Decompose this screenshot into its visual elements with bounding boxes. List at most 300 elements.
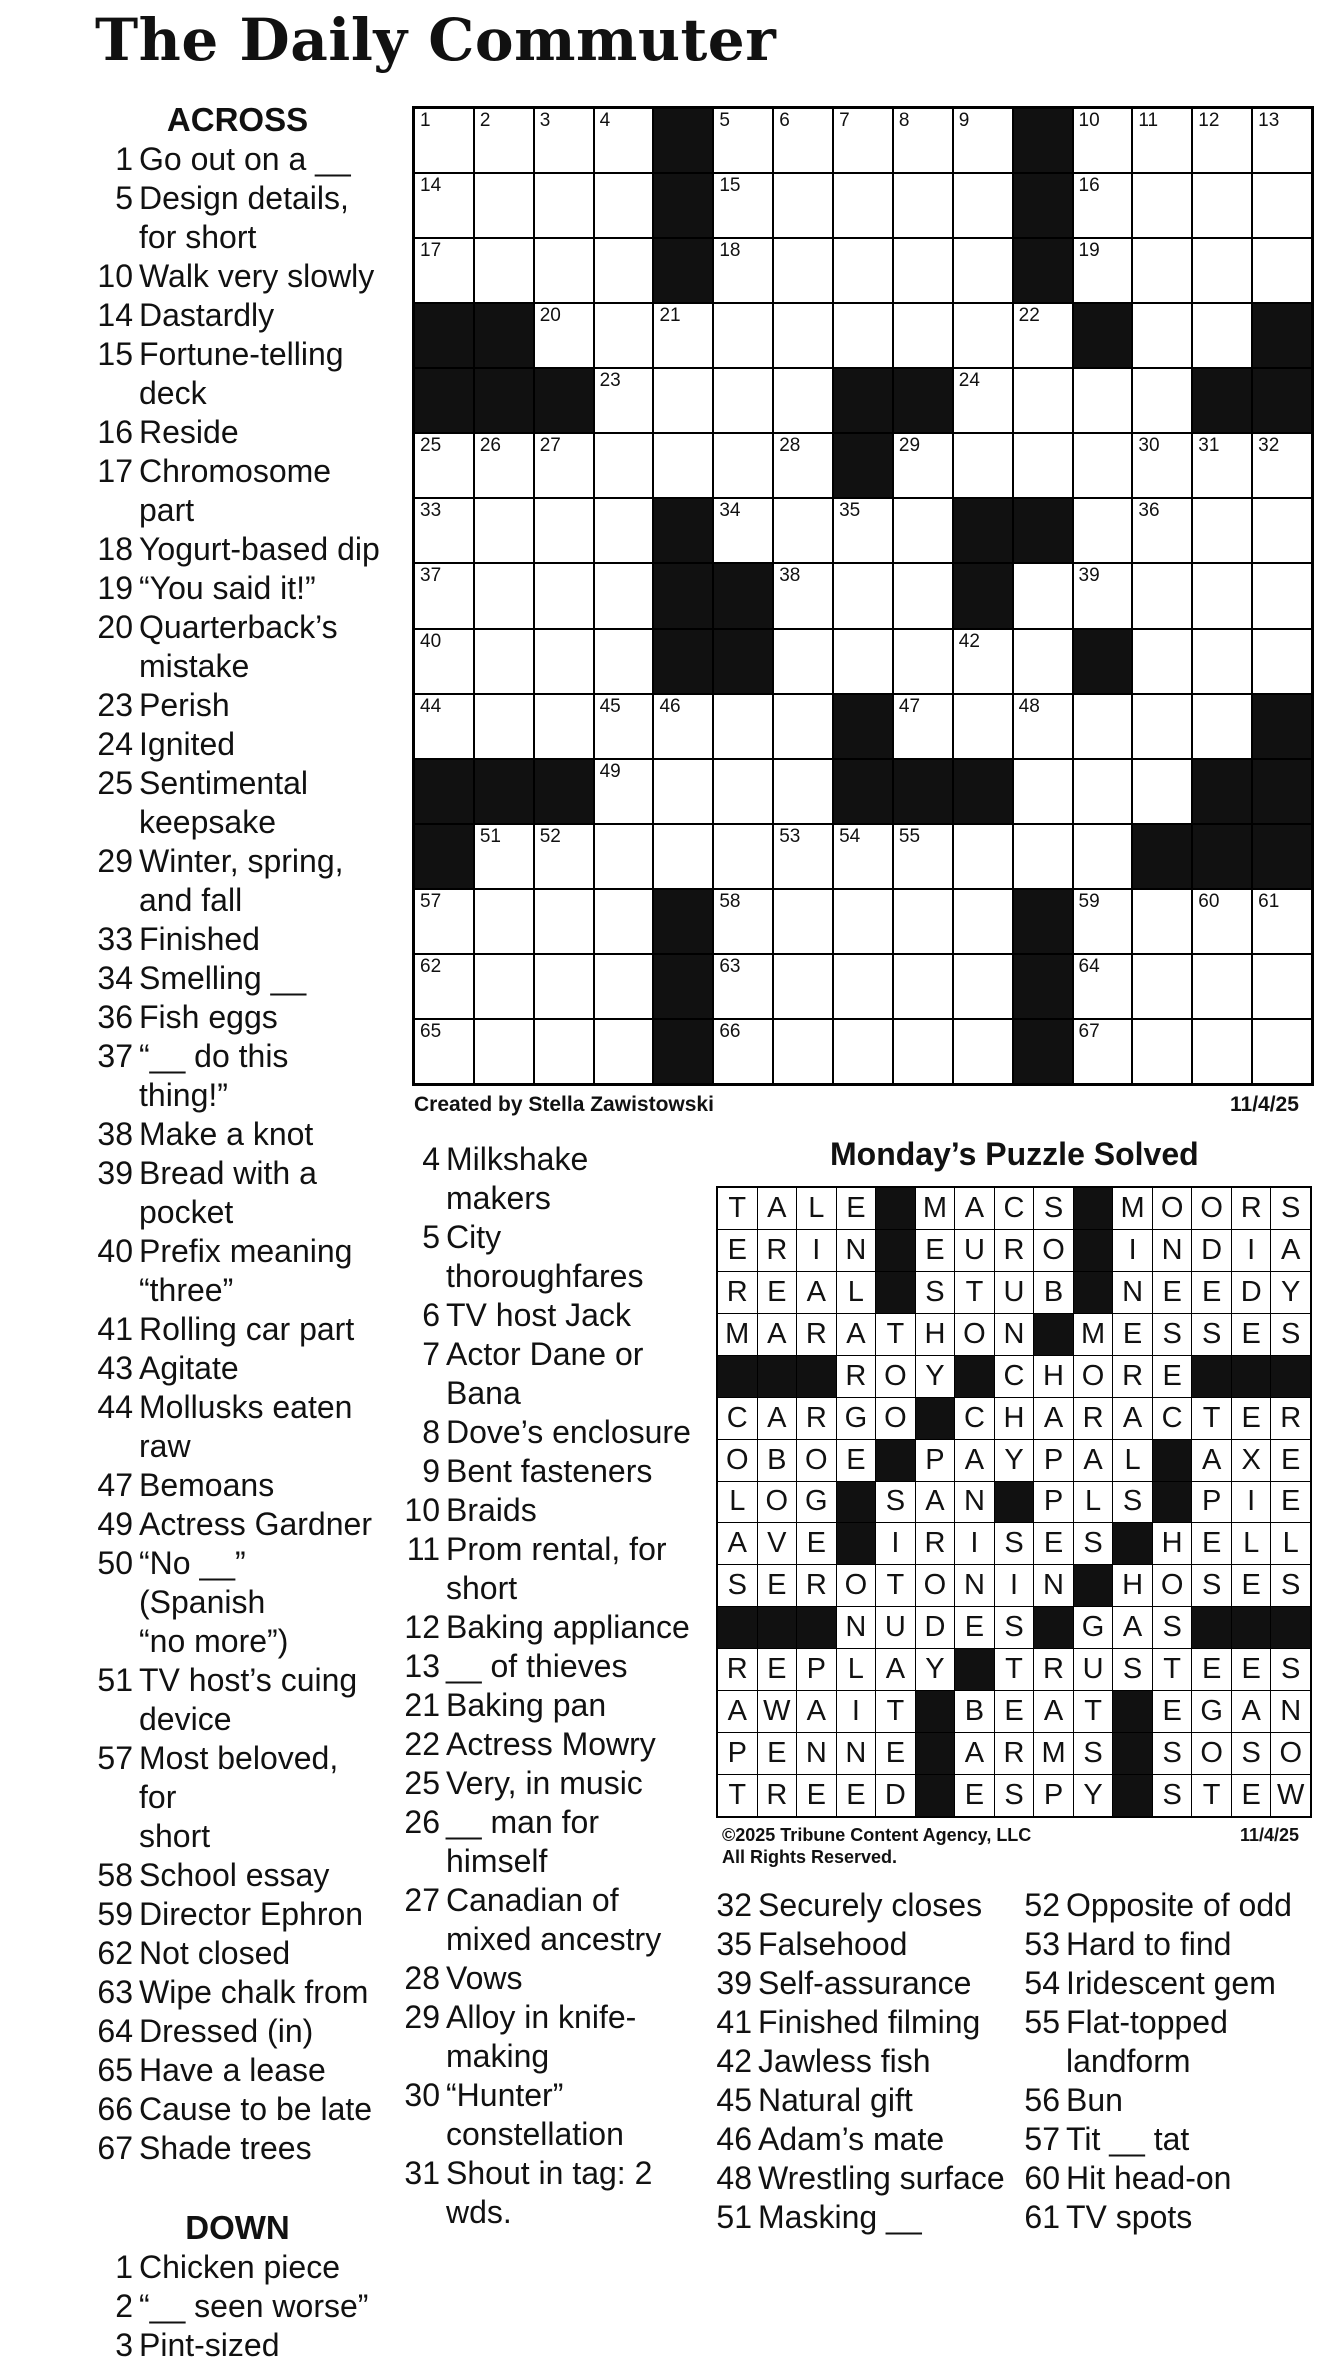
grid-cell[interactable] — [714, 499, 772, 562]
clue-item — [95, 959, 380, 998]
grid-cell[interactable] — [1074, 760, 1132, 823]
clue-item — [95, 1193, 380, 1232]
grid-cell[interactable] — [714, 239, 772, 302]
grid-cell[interactable] — [1253, 630, 1311, 693]
grid-cell[interactable] — [834, 109, 892, 172]
clue-text: wds. — [446, 2194, 512, 2230]
solved-block — [1113, 1523, 1152, 1564]
grid-cell[interactable] — [654, 369, 712, 432]
cell-number: 12 — [1198, 110, 1220, 131]
clue-text: Hard to find — [1066, 1926, 1232, 1962]
solved-letter: W — [1271, 1775, 1310, 1816]
grid-cell[interactable] — [1193, 174, 1251, 237]
solved-letter: R — [797, 1565, 836, 1606]
grid-cell[interactable] — [954, 109, 1012, 172]
grid-cell[interactable] — [1014, 564, 1072, 627]
grid-cell[interactable] — [834, 630, 892, 693]
cell-number: 48 — [1018, 695, 1040, 717]
grid-cell[interactable] — [834, 890, 892, 953]
clue-text: Masking __ — [758, 2199, 922, 2235]
grid-block — [1014, 174, 1072, 237]
grid-cell[interactable] — [535, 239, 593, 302]
grid-cell[interactable] — [654, 695, 712, 758]
solved-block — [916, 1691, 955, 1732]
clue-item — [95, 1349, 380, 1388]
grid-cell[interactable] — [654, 760, 712, 823]
clue-item — [95, 1466, 380, 1505]
solved-letter: S — [1074, 1733, 1113, 1774]
grid-cell[interactable] — [1253, 955, 1311, 1018]
clue-text: Not closed — [139, 1935, 291, 1971]
grid-cell[interactable] — [954, 890, 1012, 953]
solved-letter: S — [1153, 1607, 1192, 1648]
grid-cell[interactable] — [1133, 499, 1191, 562]
solved-letter: A — [1271, 1230, 1310, 1271]
grid-cell[interactable] — [1193, 890, 1251, 953]
grid-cell[interactable] — [595, 695, 653, 758]
clue-number: 42 — [716, 2043, 752, 2079]
grid-cell[interactable] — [774, 434, 832, 497]
grid-cell[interactable] — [1253, 1020, 1311, 1083]
grid-cell[interactable] — [954, 695, 1012, 758]
grid-cell[interactable] — [595, 825, 653, 888]
clue-number: 65 — [97, 2052, 133, 2088]
grid-cell[interactable] — [1133, 109, 1191, 172]
grid-cell[interactable] — [774, 564, 832, 627]
grid-cell[interactable] — [415, 239, 473, 302]
grid-cell[interactable] — [774, 369, 832, 432]
solved-letter: O — [837, 1565, 876, 1606]
solved-letter: T — [718, 1188, 757, 1229]
grid-cell[interactable] — [1193, 564, 1251, 627]
grid-cell[interactable] — [475, 434, 533, 497]
grid-cell[interactable] — [714, 825, 772, 888]
grid-cell[interactable] — [595, 304, 653, 367]
grid-cell[interactable] — [954, 434, 1012, 497]
grid-cell[interactable] — [774, 304, 832, 367]
clue-number: 19 — [97, 570, 133, 606]
grid-cell[interactable] — [954, 304, 1012, 367]
grid-block — [415, 760, 473, 823]
grid-cell[interactable] — [1193, 630, 1251, 693]
grid-cell[interactable] — [1253, 564, 1311, 627]
grid-cell[interactable] — [595, 1020, 653, 1083]
grid-cell[interactable] — [595, 760, 653, 823]
grid-cell[interactable] — [1253, 174, 1311, 237]
grid-cell[interactable] — [475, 564, 533, 627]
solved-letter: E — [876, 1733, 915, 1774]
clue-number: 25 — [97, 765, 133, 801]
grid-cell[interactable] — [1193, 434, 1251, 497]
grid-cell[interactable] — [774, 955, 832, 1018]
grid-cell[interactable] — [774, 695, 832, 758]
grid-cell[interactable] — [714, 174, 772, 237]
clue-number: 22 — [404, 1726, 440, 1762]
clue-item — [402, 1491, 702, 1530]
solved-letter: M — [718, 1314, 757, 1355]
down-clues-col4 — [1022, 1886, 1322, 2237]
clue-item — [95, 1310, 380, 1349]
grid-cell[interactable] — [774, 630, 832, 693]
clue-text: __ of thieves — [446, 1648, 628, 1684]
cell-number: 29 — [898, 435, 921, 457]
grid-cell[interactable] — [1133, 564, 1191, 627]
clue-item — [95, 335, 380, 374]
grid-cell[interactable] — [475, 1020, 533, 1083]
solved-block — [876, 1272, 915, 1313]
clue-text: Chicken piece — [139, 2249, 340, 2285]
solved-letter: A — [876, 1649, 915, 1690]
grid-cell[interactable] — [654, 825, 712, 888]
grid-cell[interactable] — [415, 499, 473, 562]
grid-cell[interactable] — [535, 499, 593, 562]
clue-number: 15 — [97, 336, 133, 372]
cell-number: 20 — [539, 305, 561, 327]
grid-cell[interactable] — [834, 304, 892, 367]
solved-letter: R — [1034, 1649, 1073, 1690]
cell-number: 38 — [779, 565, 801, 587]
grid-cell[interactable] — [415, 955, 473, 1018]
grid-cell[interactable] — [1193, 695, 1251, 758]
cell-number: 19 — [1078, 240, 1100, 262]
grid-cell[interactable] — [1253, 434, 1311, 497]
solved-letter: X — [1232, 1440, 1271, 1481]
grid-cell[interactable] — [475, 630, 533, 693]
grid-cell[interactable] — [894, 564, 952, 627]
clue-item — [95, 2129, 380, 2168]
grid-cell[interactable] — [894, 499, 952, 562]
grid-cell[interactable] — [1133, 955, 1191, 1018]
grid-cell[interactable] — [774, 825, 832, 888]
crossword-grid[interactable] — [412, 106, 1314, 1086]
grid-cell[interactable] — [475, 174, 533, 237]
clue-text: Have a lease — [139, 2052, 326, 2088]
solved-letter: A — [1113, 1607, 1152, 1648]
grid-cell[interactable] — [954, 825, 1012, 888]
clue-number: 51 — [716, 2199, 752, 2235]
cell-number: 58 — [719, 890, 741, 912]
grid-cell[interactable] — [654, 434, 712, 497]
grid-cell[interactable] — [1074, 109, 1132, 172]
clue-text: Very, in music — [446, 1765, 643, 1801]
grid-cell[interactable] — [1193, 239, 1251, 302]
solved-letter: A — [758, 1188, 797, 1229]
solved-letter: Y — [995, 1440, 1034, 1481]
grid-cell[interactable] — [535, 955, 593, 1018]
clue-item — [402, 2115, 702, 2154]
clue-text: Smelling __ — [139, 960, 307, 996]
cell-number: 32 — [1258, 435, 1280, 457]
clue-item — [95, 218, 380, 257]
grid-cell[interactable] — [954, 174, 1012, 237]
clue-number: 55 — [1024, 2004, 1060, 2040]
clue-number: 14 — [97, 297, 133, 333]
solved-letter: N — [797, 1733, 836, 1774]
grid-cell[interactable] — [834, 174, 892, 237]
solved-letter: R — [1074, 1398, 1113, 1439]
cell-number: 42 — [958, 630, 980, 652]
cell-number: 2 — [479, 110, 491, 131]
solved-letter: R — [718, 1272, 757, 1313]
grid-cell[interactable] — [535, 695, 593, 758]
grid-cell[interactable] — [595, 174, 653, 237]
grid-cell[interactable] — [954, 630, 1012, 693]
solved-letter: A — [1074, 1440, 1113, 1481]
grid-cell[interactable] — [1133, 695, 1191, 758]
grid-cell[interactable] — [774, 499, 832, 562]
grid-cell[interactable] — [774, 1020, 832, 1083]
grid-cell[interactable] — [1133, 369, 1191, 432]
grid-cell[interactable] — [415, 434, 473, 497]
grid-cell[interactable] — [714, 760, 772, 823]
grid-cell[interactable] — [894, 630, 952, 693]
grid-block — [1253, 304, 1311, 367]
clue-text: Bemoans — [139, 1467, 275, 1503]
clue-item — [95, 140, 380, 179]
solved-letter: E — [1232, 1314, 1271, 1355]
grid-cell[interactable] — [1074, 1020, 1132, 1083]
grid-cell[interactable] — [774, 239, 832, 302]
grid-cell[interactable] — [774, 890, 832, 953]
grid-cell[interactable] — [894, 109, 952, 172]
grid-cell[interactable] — [415, 564, 473, 627]
grid-cell[interactable] — [894, 174, 952, 237]
grid-cell[interactable] — [1014, 825, 1072, 888]
page-title: The Daily Commuter — [95, 6, 777, 74]
clue-number: 3 — [115, 2327, 133, 2363]
grid-cell[interactable] — [1193, 499, 1251, 562]
grid-cell[interactable] — [1193, 109, 1251, 172]
grid-cell[interactable] — [834, 499, 892, 562]
grid-cell[interactable] — [1133, 304, 1191, 367]
solved-letter: L — [797, 1188, 836, 1229]
grid-cell[interactable] — [954, 369, 1012, 432]
grid-cell[interactable] — [475, 695, 533, 758]
grid-cell[interactable] — [714, 890, 772, 953]
grid-cell[interactable] — [415, 695, 473, 758]
grid-cell[interactable] — [595, 630, 653, 693]
clue-number: 39 — [716, 1965, 752, 2001]
solved-letter: O — [718, 1440, 757, 1481]
clue-item — [1022, 1886, 1322, 1925]
grid-cell[interactable] — [774, 174, 832, 237]
grid-cell[interactable] — [475, 825, 533, 888]
clue-text: Canadian of — [446, 1882, 619, 1918]
clue-number: 46 — [716, 2121, 752, 2157]
clue-number: 67 — [97, 2130, 133, 2166]
grid-cell[interactable] — [954, 239, 1012, 302]
grid-cell[interactable] — [535, 890, 593, 953]
grid-cell[interactable] — [415, 630, 473, 693]
grid-cell[interactable] — [475, 109, 533, 172]
grid-cell[interactable] — [954, 955, 1012, 1018]
grid-cell[interactable] — [1133, 174, 1191, 237]
cell-number: 15 — [719, 175, 741, 197]
solved-letter: M — [1074, 1314, 1113, 1355]
grid-block — [1074, 304, 1132, 367]
grid-cell[interactable] — [1074, 825, 1132, 888]
clue-text: Quarterback’s — [139, 609, 338, 645]
grid-cell[interactable] — [654, 304, 712, 367]
grid-cell[interactable] — [894, 890, 952, 953]
clue-text: “__ do this thing!” — [139, 1038, 289, 1113]
grid-cell[interactable] — [894, 1020, 952, 1083]
grid-cell[interactable] — [894, 695, 952, 758]
solved-block — [1034, 1314, 1073, 1355]
grid-cell[interactable] — [834, 564, 892, 627]
solved-block — [1113, 1691, 1152, 1732]
grid-cell[interactable] — [954, 1020, 1012, 1083]
solved-block — [1192, 1356, 1231, 1397]
solved-letter: E — [837, 1775, 876, 1816]
grid-cell[interactable] — [894, 434, 952, 497]
grid-cell[interactable] — [1193, 955, 1251, 1018]
solved-block — [1074, 1188, 1113, 1229]
grid-cell[interactable] — [595, 499, 653, 562]
grid-cell[interactable] — [1253, 109, 1311, 172]
solved-letter: D — [916, 1607, 955, 1648]
grid-cell[interactable] — [1133, 890, 1191, 953]
grid-cell[interactable] — [475, 499, 533, 562]
grid-cell[interactable] — [714, 1020, 772, 1083]
grid-cell[interactable] — [1074, 695, 1132, 758]
grid-cell[interactable] — [714, 369, 772, 432]
clue-item — [402, 1452, 702, 1491]
grid-cell[interactable] — [1074, 174, 1132, 237]
grid-cell[interactable] — [1014, 434, 1072, 497]
grid-cell[interactable] — [894, 955, 952, 1018]
solved-letter: S — [995, 1775, 1034, 1816]
solved-letter: V — [758, 1523, 797, 1564]
grid-cell[interactable] — [834, 239, 892, 302]
solved-letter: H — [1153, 1523, 1192, 1564]
grid-cell[interactable] — [595, 109, 653, 172]
grid-cell[interactable] — [834, 1020, 892, 1083]
grid-cell[interactable] — [415, 109, 473, 172]
clue-text: short — [446, 1570, 518, 1606]
solved-letter: S — [995, 1523, 1034, 1564]
solved-letter: L — [1113, 1440, 1152, 1481]
grid-cell[interactable] — [894, 239, 952, 302]
grid-cell[interactable] — [535, 109, 593, 172]
grid-cell[interactable] — [595, 955, 653, 1018]
grid-cell[interactable] — [1074, 955, 1132, 1018]
grid-cell[interactable] — [1253, 239, 1311, 302]
grid-cell[interactable] — [415, 890, 473, 953]
grid-cell[interactable] — [535, 564, 593, 627]
clue-number: 45 — [716, 2082, 752, 2118]
grid-cell[interactable] — [1193, 304, 1251, 367]
grid-cell[interactable] — [475, 239, 533, 302]
grid-cell[interactable] — [834, 825, 892, 888]
grid-cell[interactable] — [535, 304, 593, 367]
grid-cell[interactable] — [1014, 304, 1072, 367]
clue-number: 23 — [97, 687, 133, 723]
grid-cell[interactable] — [714, 109, 772, 172]
solved-letter: R — [837, 1356, 876, 1397]
solved-letter: M — [1113, 1188, 1152, 1229]
grid-cell[interactable] — [1133, 434, 1191, 497]
grid-cell[interactable] — [535, 174, 593, 237]
grid-cell[interactable] — [535, 630, 593, 693]
grid-cell[interactable] — [1074, 239, 1132, 302]
clue-text: keepsake — [139, 804, 276, 840]
clue-number: 11 — [406, 1531, 440, 1567]
grid-cell[interactable] — [1074, 369, 1132, 432]
grid-cell[interactable] — [1074, 890, 1132, 953]
solved-letter: A — [718, 1691, 757, 1732]
solved-letter: P — [1192, 1482, 1231, 1523]
grid-cell[interactable] — [894, 304, 952, 367]
grid-cell[interactable] — [1074, 499, 1132, 562]
grid-cell[interactable] — [1014, 695, 1072, 758]
cell-number: 21 — [659, 305, 681, 327]
grid-cell[interactable] — [1074, 564, 1132, 627]
grid-cell[interactable] — [535, 434, 593, 497]
grid-cell[interactable] — [714, 695, 772, 758]
grid-cell[interactable] — [1253, 499, 1311, 562]
grid-block — [1193, 825, 1251, 888]
grid-block — [654, 630, 712, 693]
grid-cell[interactable] — [535, 1020, 593, 1083]
grid-cell[interactable] — [1133, 760, 1191, 823]
solved-letter: E — [837, 1440, 876, 1481]
clue-number: 9 — [422, 1453, 440, 1489]
grid-cell[interactable] — [1133, 239, 1191, 302]
solved-letter: O — [1192, 1188, 1231, 1229]
solved-letter: O — [1074, 1356, 1113, 1397]
grid-cell[interactable] — [714, 304, 772, 367]
grid-cell[interactable] — [1014, 369, 1072, 432]
clue-item — [95, 647, 380, 686]
grid-cell[interactable] — [595, 434, 653, 497]
solved-letter: E — [837, 1188, 876, 1229]
grid-cell[interactable] — [1014, 630, 1072, 693]
cell-number: 52 — [539, 825, 561, 847]
grid-cell[interactable] — [1014, 760, 1072, 823]
grid-cell[interactable] — [714, 955, 772, 1018]
clue-text: Hit head-on — [1066, 2160, 1232, 2196]
grid-cell[interactable] — [774, 760, 832, 823]
grid-cell[interactable] — [1133, 1020, 1191, 1083]
grid-cell[interactable] — [595, 369, 653, 432]
grid-cell[interactable] — [1253, 890, 1311, 953]
grid-cell[interactable] — [475, 890, 533, 953]
grid-cell[interactable] — [595, 564, 653, 627]
clue-number: 5 — [422, 1219, 440, 1255]
grid-cell[interactable] — [1133, 630, 1191, 693]
grid-cell[interactable] — [475, 955, 533, 1018]
grid-cell[interactable] — [774, 109, 832, 172]
clue-text: Walk very slowly — [139, 258, 375, 294]
grid-block — [714, 630, 772, 693]
grid-cell[interactable] — [535, 825, 593, 888]
grid-cell[interactable] — [834, 955, 892, 1018]
clue-number: 56 — [1024, 2082, 1060, 2118]
grid-cell[interactable] — [415, 174, 473, 237]
grid-cell[interactable] — [894, 825, 952, 888]
grid-block — [1014, 1020, 1072, 1083]
grid-cell[interactable] — [714, 434, 772, 497]
grid-cell[interactable] — [1074, 434, 1132, 497]
grid-cell[interactable] — [595, 890, 653, 953]
grid-cell[interactable] — [415, 1020, 473, 1083]
solved-letter: C — [995, 1356, 1034, 1397]
grid-cell[interactable] — [595, 239, 653, 302]
grid-cell[interactable] — [1193, 1020, 1251, 1083]
grid-block — [1133, 825, 1191, 888]
solved-letter: S — [1153, 1733, 1192, 1774]
